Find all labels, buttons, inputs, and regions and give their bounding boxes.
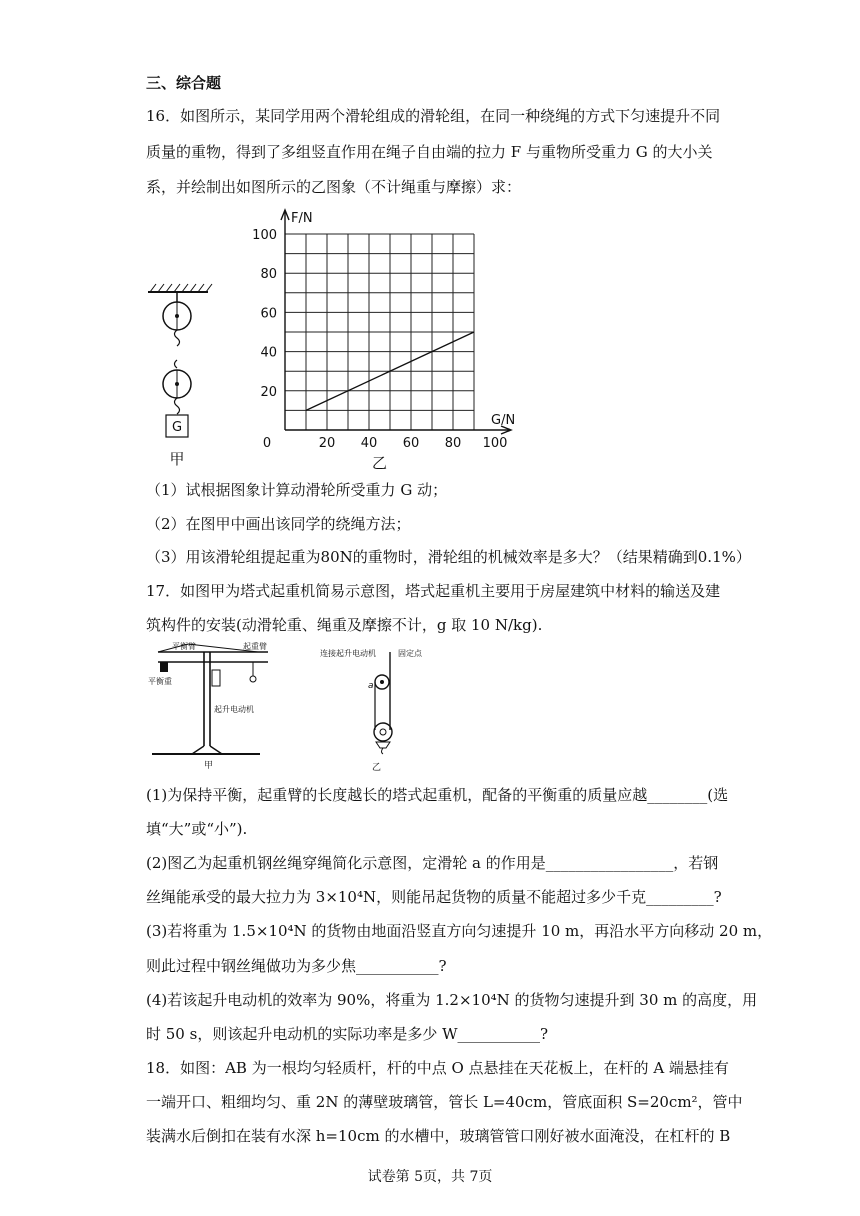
q16-line-1: 16．如图所示，某同学用两个滑轮组成的滑轮组，在同一种绕绳的方式下匀速提升不同 [146, 107, 721, 125]
q17-line-1: 17．如图甲为塔式起重机简易示意图，塔式起重机主要用于房屋建筑中材料的输送及建 [146, 582, 721, 600]
q17-crane-figure [148, 642, 298, 772]
q18-line-2: 一端开口、粗细均匀、重 2N 的薄壁玻璃管，管长 L=40cm，管底面积 S=20cm²，管中 [146, 1093, 743, 1111]
q16-sub-1: （1）试根据图象计算动滑轮所受重力 G 动； [146, 481, 448, 499]
page-footer: 试卷第 5页，共 7页 [367, 1169, 493, 1185]
q17-p4-line-1: (4)若该起升电动机的效率为 90%，将重为 1.2×10⁴N 的货物匀速提升到 30 m 的高度，用 [146, 991, 758, 1009]
x-tick-label: 40 [360, 436, 378, 451]
label-motor: 起升电动机 [214, 705, 254, 714]
q17-p1-line-2: 填“大”或“小”). [146, 820, 248, 838]
rope-fig-caption: 乙 [372, 763, 382, 773]
q17-p1-line-1: (1)为保持平衡，起重臂的长度越长的塔式起重机，配备的平衡重的质量应越________(选 [146, 786, 729, 804]
q17-line-2: 筑构件的安装(动滑轮重、绳重及摩擦不计，g 取 10 N/kg). [146, 616, 543, 634]
rope-label-fixed: 固定点 [398, 649, 422, 658]
pulley-a-label: a [368, 681, 374, 691]
rope-label-motor: 连接起升电动机 [320, 649, 376, 658]
label-lift-arm: 起重臂 [243, 642, 267, 651]
x-tick-label: 100 [482, 436, 508, 451]
q17-p3-line-2: 则此过程中钢丝绳做功为多少焦___________? [146, 957, 447, 975]
q16-sub-2: （2）在图甲中画出该同学的绕绳方法； [146, 515, 411, 533]
q16-sub-3: （3）用该滑轮组提起重为80N的重物时，滑轮组的机械效率是多大？（结果精确到0.1%） [146, 548, 751, 566]
y-tick-label: 100 [252, 228, 277, 243]
weight-box-label: G [171, 420, 183, 435]
q17-p4-line-2: 时 50 s，则该起升电动机的实际功率是多少 W___________? [146, 1025, 549, 1043]
y-axis-label: F/N [291, 211, 313, 226]
crane-fig-caption: 甲 [204, 761, 214, 771]
chart-caption: 乙 [371, 454, 388, 472]
q16-chart [245, 205, 515, 475]
label-counterweight: 平衡重 [148, 677, 172, 686]
y-tick-label: 20 [260, 384, 277, 400]
x-tick-label: 80 [444, 436, 462, 451]
y-tick-label: 80 [260, 267, 277, 283]
q17-rope-figure [318, 646, 438, 774]
y-tick-label: 60 [260, 306, 277, 322]
q18-line-1: 18．如图：AB 为一根均匀轻质杆，杆的中点 O 点悬挂在天花板上，在杆的 A 端悬挂有 [146, 1059, 729, 1077]
q17-p2-line-2: 丝绳能承受的最大拉力为 3×10⁴N，则能吊起货物的质量不能超过多少千克_________? [146, 888, 722, 906]
q18-line-3: 装满水后倒扣在装有水深 h=10cm 的水槽中，玻璃管管口刚好被水面淹没，在杠杆的 B [146, 1127, 731, 1145]
q16-line-2: 质量的重物，得到了多组竖直作用在绳子自由端的拉力 F 与重物所受重力 G 的大小关 [146, 143, 713, 161]
fig-jia-caption: 甲 [169, 450, 185, 468]
q16-figure-jia [140, 280, 220, 470]
q17-p2-line-1: (2)图乙为起重机钢丝绳穿绳简化示意图，定滑轮 a 的作用是_________________，若钢 [146, 854, 719, 872]
x-tick-label: 60 [402, 436, 420, 451]
label-balance-arm: 平衡臂 [172, 642, 196, 651]
q16-line-3: 系，并绘制出如图所示的乙图象（不计绳重与摩擦）求： [146, 178, 522, 196]
y-tick-label: 40 [260, 345, 277, 361]
origin-label: 0 [262, 436, 272, 451]
q17-p3-line-1: (3)若将重为 1.5×10⁴N 的货物由地面沿竖直方向匀速提升 10 m，再沿水平方向移动 20 m， [146, 922, 773, 940]
section-title: 三、综合题 [146, 74, 222, 92]
x-axis-label: G/N [491, 413, 515, 428]
x-tick-label: 20 [318, 436, 336, 451]
